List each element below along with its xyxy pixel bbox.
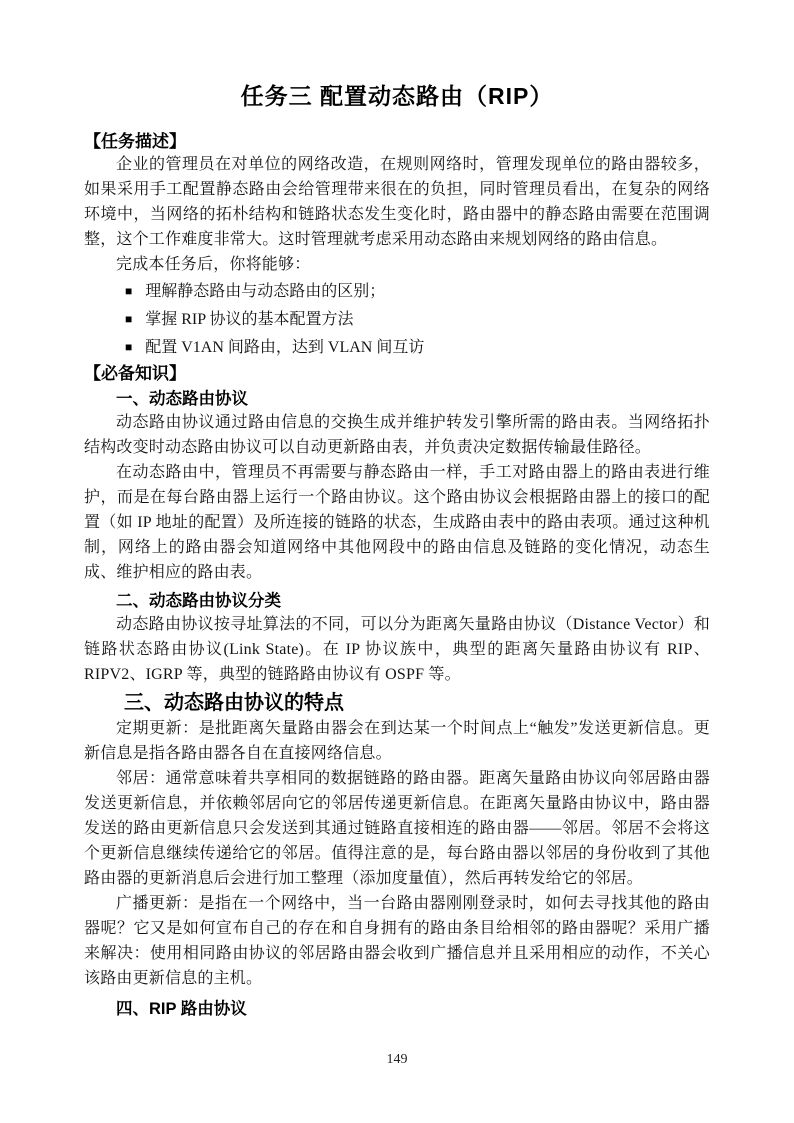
subsection-heading-2: 二、动态路由协议分类 [116, 592, 281, 610]
objectives-list [84, 279, 710, 360]
square-bullet-icon: ■ [125, 284, 133, 298]
section-heading-task-description: 【任务描述】 [84, 132, 186, 151]
objective-text: 理解静态路由与动态路由的区别； [145, 283, 386, 300]
paragraph-task-description: 企业的管理员在对单位的网络改造，在规则网络时，管理发现单位的路由器较多，如果采用手工配置静态路由会给管理带来很在的负担，同时管理员看出，在复杂的网络环境中，当网络的拓朴结构和链路状态发生变化时，路由器中的静态路由需要在范围调整，这个工作难度非常大。这时管理就考虑采用动态路由来规划网络的路由信息。 [84, 156, 710, 248]
list-item-objective-1 [84, 279, 710, 304]
square-bullet-icon: ■ [125, 340, 133, 354]
paragraph-objectives-intro: 完成本任务后，你将能够： [116, 256, 311, 273]
list-item-objective-3 [84, 335, 710, 360]
paragraph-classification: 动态路由协议按寻址算法的不同，可以分为距离矢量路由协议（Distance Vector）和链路状态路由协议(Link State)。在 IP 协议族中，典型的距离矢量路由协议有 RIP、RIPV2、IGRP 等，典型的链路路由协议有 OSPF 等。 [84, 616, 710, 683]
subsection-heading-4: 四、RIP 路由协议 [116, 1000, 247, 1018]
square-bullet-icon: ■ [125, 312, 133, 326]
paragraph-neighbors: 邻居：通常意味着共享相同的数据链路的路由器。距离矢量路由协议向邻居路由器发送更新信息，并依赖邻居向它的邻居传递更新信息。在距离矢量路由协议中，路由器发送的路由更新信息只会发送到其通过链路直接相连的路由器——邻居。邻居不会将这个更新信息继续传递给它的邻居。值得注意的是，每台路由器以邻居的身份收到了其他路由器的更新消息后会进行加工整理（添加度量值），然后再转发给它的邻居。 [84, 770, 710, 887]
paragraph-dynamic-routing-2: 在动态路由中，管理员不再需要与静态路由一样，手工对路由器上的路由表进行维护，而是在每台路由器上运行一个路由协议。这个路由协议会根据路由器上的接口的配置（如 IP 地址的配置）及所连接的链路的状态，生成路由表中的路由表项。通过这种机制，网络上的路由器会知道网络中其他网段中的路由信息及链路的变化情况，动态生成、维护相应的路由表。 [84, 464, 710, 581]
list-item-objective-2 [84, 307, 710, 332]
paragraph-periodic-update: 定期更新：是批距离矢量路由器会在到达某一个时间点上“触发”发送更新信息。更新信息是指各路由器各自在直接网络信息。 [84, 720, 710, 762]
section-heading-required-knowledge: 【必备知识】 [84, 364, 186, 383]
objective-text: 配置 V1AN 间路由，达到 VLAN 间互访 [145, 339, 425, 356]
subsection-heading-1: 一、动态路由协议 [116, 390, 248, 408]
page-number: 149 [386, 1052, 408, 1067]
paragraph-broadcast-update: 广播更新：是指在一个网络中，当一台路由器刚刚登录时，如何去寻找其他的路由器呢？它又是如何宣布自己的存在和自身拥有的路由条目给相邻的路由器呢？采用广播来解决：使用相同路由协议的邻居路由器会收到广播信息并且采用相应的动作，不关心该路由更新信息的主机。 [84, 895, 710, 987]
subsection-heading-3: 三、动态路由协议的特点 [124, 692, 344, 714]
paragraph-dynamic-routing-1: 动态路由协议通过路由信息的交换生成并维护转发引擎所需的路由表。当网络拓扑结构改变时动态路由协议可以自动更新路由表，并负责决定数据传输最佳路径。 [84, 414, 710, 456]
page-title: 任务三 配置动态路由（RIP） [240, 83, 554, 109]
objective-text: 掌握 RIP 协议的基本配置方法 [145, 311, 354, 328]
